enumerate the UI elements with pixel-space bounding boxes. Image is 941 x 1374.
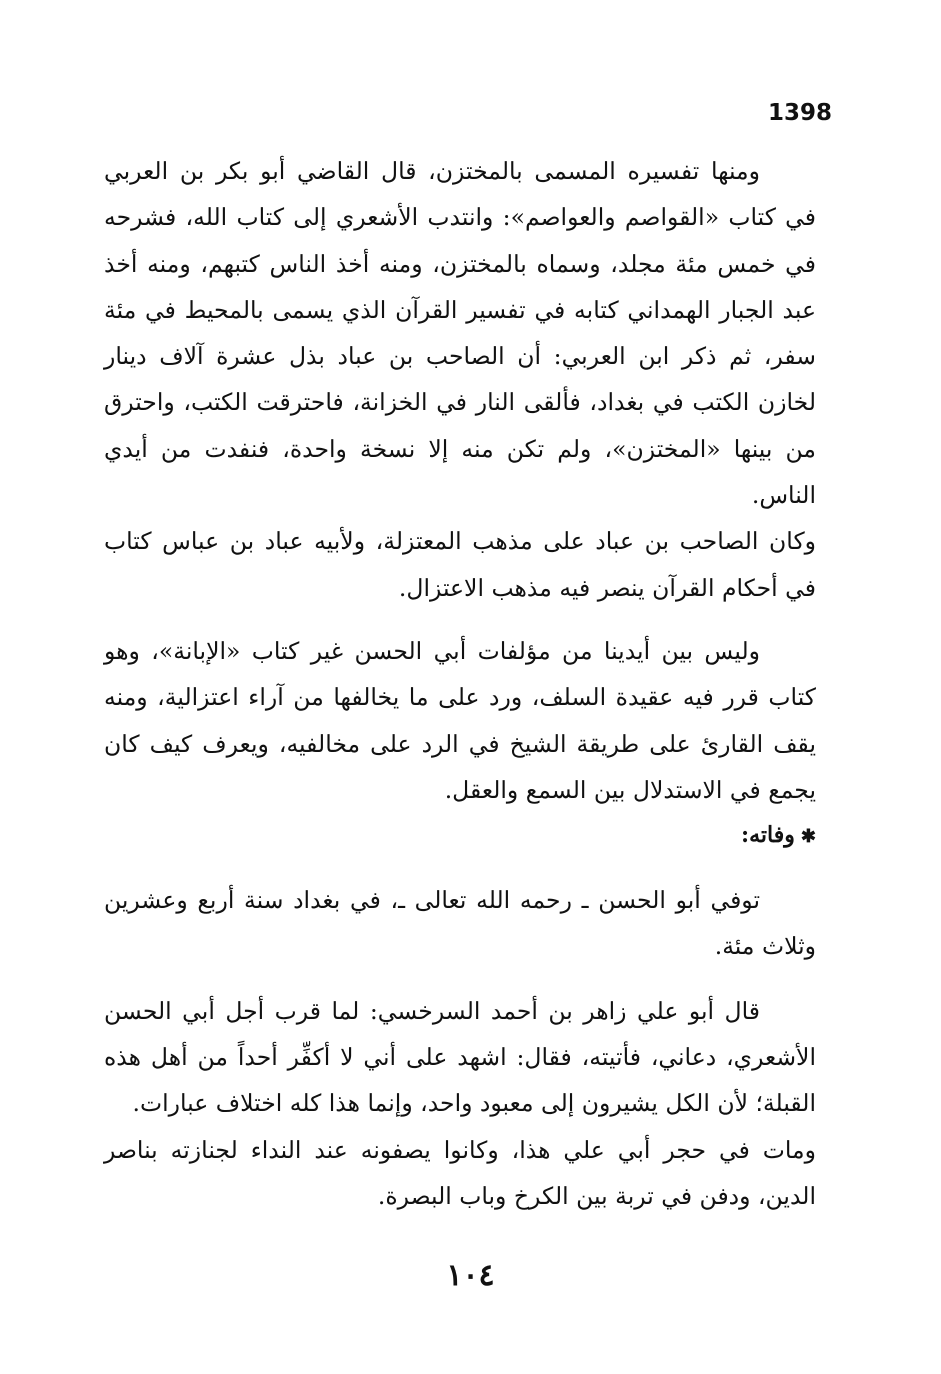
paragraph-tafsir-mukhtazan: ومنها تفسيره المسمى بالمختزن، قال القاضي أبو بكر بن العربي في كتاب «القواصم والعواصم»: وانتدب الأشعري إلى كتاب الله، فشرحه في خمس مئة مجلد، وسماه بالمختزن، ومنه أخذ الناس كتبهم، ومنه أخذ عبد الجبار الهمداني كتابه في تفسير القرآن الذي يسمى بالمحيط في مئة سفر، ثم ذكر ابن العربي: أن الصاحب بن عباد بذل عشرة آلاف دينار لخازن الكتب في بغداد، فألقى النار في الخزانة، فاحترقت الكتب، واحترق من بينها «المختزن»، ولم تكن منه إلا نسخة واحدة، فنفدت من أيدي الناس. <box>104 157 816 510</box>
star-icon: ✱ <box>800 826 816 848</box>
paragraph-ibana: وليس بين أيدينا من مؤلفات أبي الحسن غير كتاب «الإبانة»، وهو كتاب قرر فيه عقيدة السلف، ورد على ما يخالفها من آراء اعتزالية، ومنه يقف القارئ على طريقة الشيخ في الرد على مخالفيه، ويعرف كيف كان يجمع في الاستدلال بين السمع والعقل. <box>104 636 816 804</box>
body-text <box>104 148 816 1219</box>
paragraph-burial: ومات في حجر أبي علي هذا، وكانوا يصفونه عند النداء لجنازته بناصر الدين، ودفن في تربة بين الكرخ وباب البصرة. <box>104 1135 816 1210</box>
top-page-number: 1398 <box>768 100 833 126</box>
section-heading-death <box>104 813 816 859</box>
section-heading-text: وفاته: <box>741 822 795 849</box>
paragraph-death: توفي أبو الحسن ـ رحمه الله تعالى ـ، في بغداد سنة أربع وعشرين وثلاث مئة. <box>104 886 816 961</box>
paragraph-sahib-ibn-abbad: وكان الصاحب بن عباد على مذهب المعتزلة، ولأبيه عباد بن عباس كتاب في أحكام القرآن ينصر فيه مذهب الاعتزال. <box>104 527 816 602</box>
footer-page-number: ١٠٤ <box>446 1258 495 1293</box>
paragraph-sarakhsi: قال أبو علي زاهر بن أحمد السرخسي: لما قرب أجل أبي الحسن الأشعري، دعاني، فأتيته، فقال: اشهد على أني لا أكفِّر أحداً من أهل هذه القبلة؛ لأن الكل يشيرون إلى معبود واحد، وإنما هذا كله اختلاف عبارات. <box>104 996 816 1118</box>
